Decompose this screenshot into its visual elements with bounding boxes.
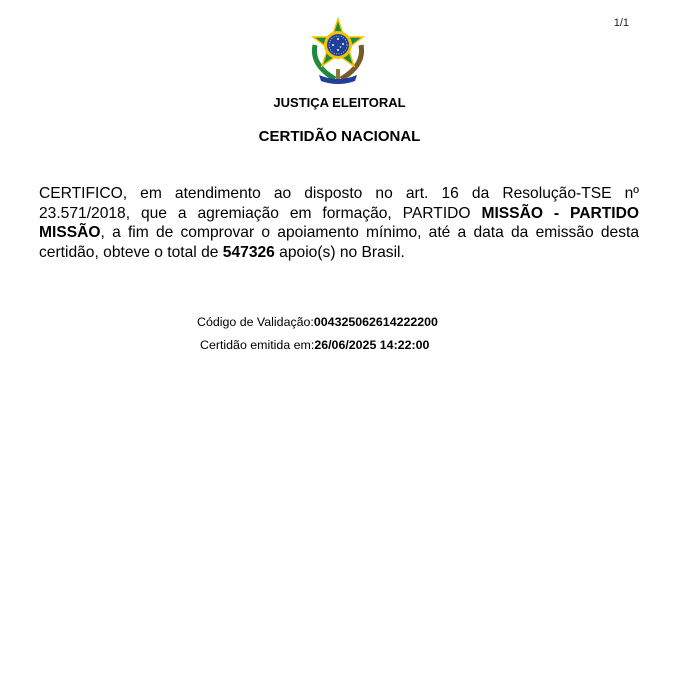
- validation-code-value: 004325062614222200: [313, 315, 438, 329]
- institution-name: JUSTIÇA ELEITORAL: [273, 95, 406, 110]
- validation-code-label: Código de Validação:: [197, 315, 314, 329]
- certificate-text: [39, 184, 639, 262]
- document-title: CERTIDÃO NACIONAL: [258, 128, 421, 145]
- issue-date-value: 26/06/2025 14:22:00: [314, 338, 430, 352]
- validation-code-line: [197, 315, 438, 329]
- certificate-text-part2: , a fim de comprovar o apoiamento mínimo, até a data da emissão desta certidão, obteve o total de: [39, 224, 639, 261]
- certificate-text-part1: CERTIFICO, em atendimento ao disposto no art. 16 da Resolução-TSE nº 23.571/2018, que a agremiação em formação, PARTIDO: [39, 185, 639, 222]
- certificate-text-part3: apoio(s) no Brasil.: [274, 243, 405, 261]
- issue-date-label: Certidão emitida em:: [200, 338, 315, 352]
- party-name: MISSÃO - PARTIDO MISSÃO: [39, 204, 639, 241]
- brazil-coat-of-arms-icon: [305, 17, 371, 87]
- page-counter: 1/1: [613, 17, 629, 29]
- issue-date-line: [200, 338, 429, 352]
- support-count: 547326: [222, 243, 275, 261]
